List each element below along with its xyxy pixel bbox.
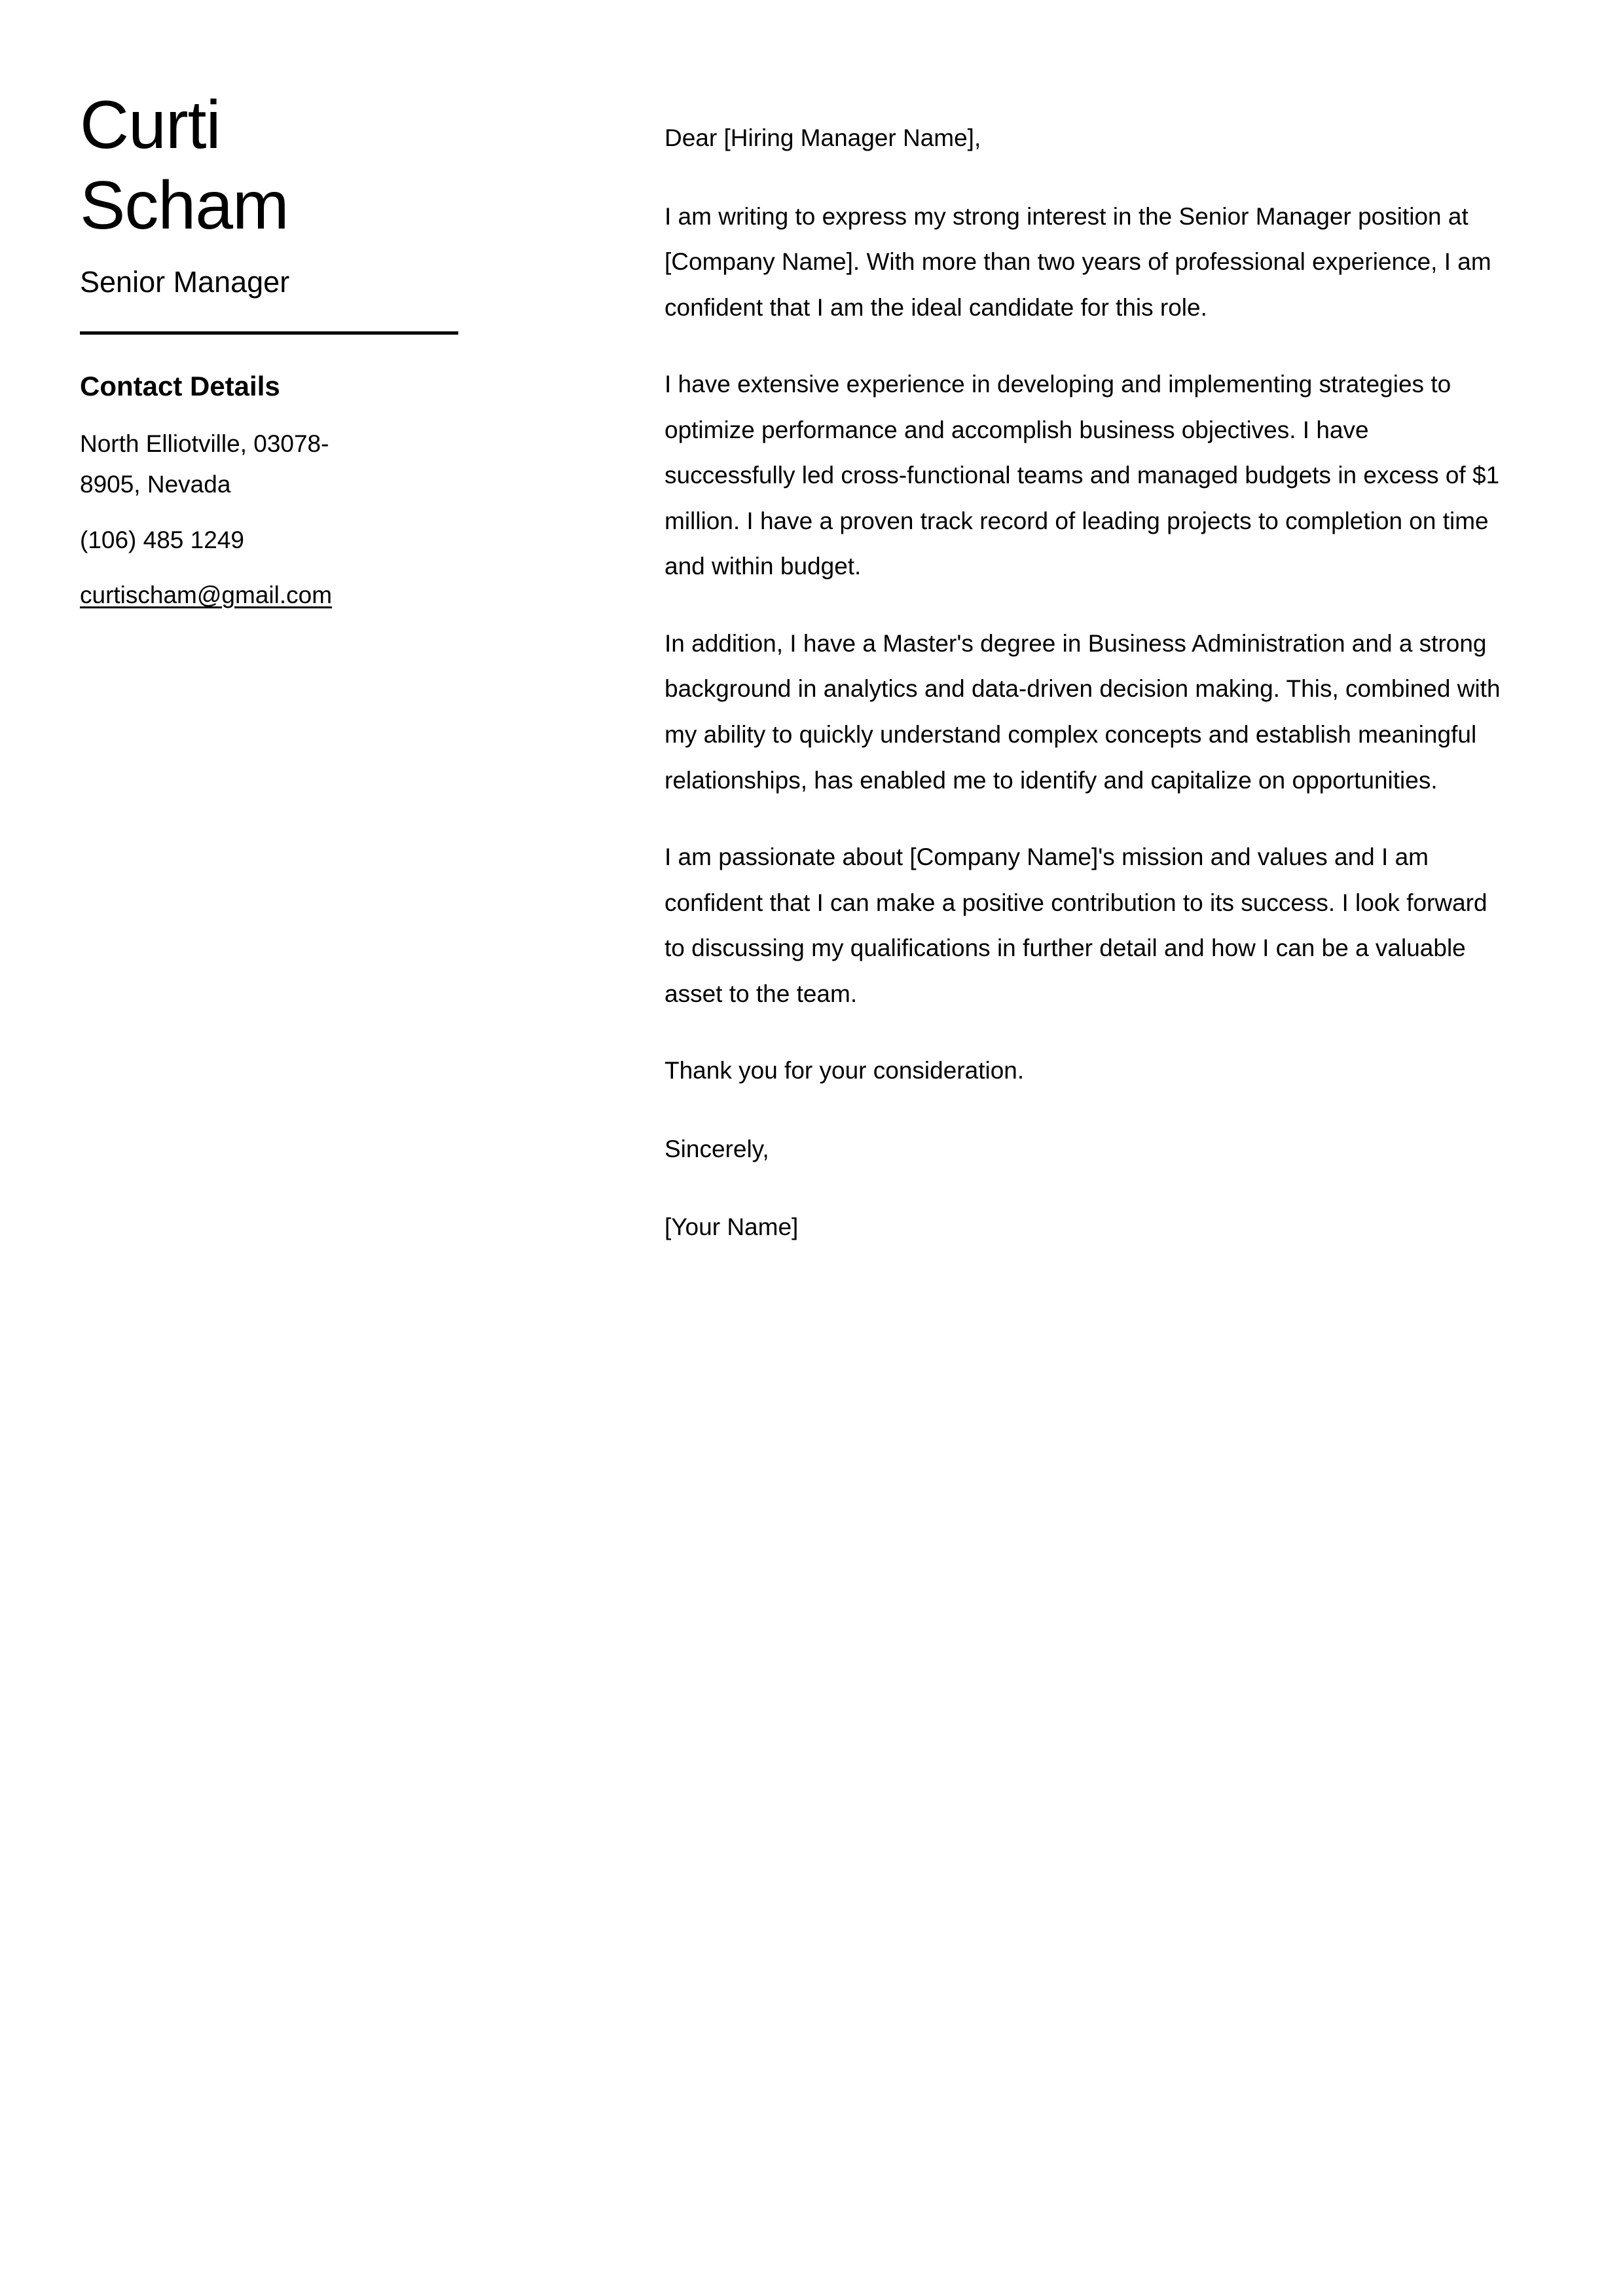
contact-phone: (106) 485 1249: [80, 526, 244, 553]
letter-signature-line: [Your Name]: [665, 1213, 799, 1241]
letter-closing-line: Sincerely,: [665, 1135, 769, 1162]
contact-address: North Elliotville, 03078-8905, Nevada: [80, 430, 329, 498]
contact-details-list: [80, 424, 538, 630]
candidate-first-name: Curti: [80, 87, 221, 163]
candidate-job-title: Senior Manager: [80, 265, 290, 299]
contact-email-link[interactable]: curtischam@gmail.com: [80, 581, 333, 608]
letter-salutation: Dear [Hiring Manager Name],: [665, 124, 981, 151]
letter-body-column: [665, 115, 1506, 1282]
letter-paragraph-1: I am writing to express my strong interest in the Senior Manager position at [Company Name]. With more than two years of professional experience, I am confident that I am the ideal candidate for this role.: [665, 202, 1491, 321]
sidebar-column: [80, 0, 538, 630]
letter-thanks-line: Thank you for your consideration.: [665, 1057, 1025, 1084]
letter-paragraph-2: I have extensive experience in developing and implementing strategies to optimize performance and accomplish business objectives. I have successfully led cross-functional teams and managed budgets in excess of $1 million. I have a proven track record of leading projects to completion on time and within budget.: [665, 371, 1500, 580]
contact-details-heading: Contact Details: [80, 370, 280, 401]
letter-paragraph-4: I am passionate about [Company Name]'s mission and values and I am confident that I can make a positive contribution to its success. I look forward to discussing my qualifications in further detail and how I can be a valuable asset to the team.: [665, 843, 1487, 1007]
header-divider-rule: [80, 331, 458, 335]
candidate-last-name: Scham: [80, 167, 289, 244]
letter-paragraph-3: In addition, I have a Master's degree in Business Administration and a strong background in analytics and data-driven decision making. This, combined with my ability to quickly understand complex concepts and establish meaningful relationships, has enabled me to identify and capitalize on opportunities.: [665, 629, 1501, 794]
candidate-name-block: [80, 0, 538, 246]
